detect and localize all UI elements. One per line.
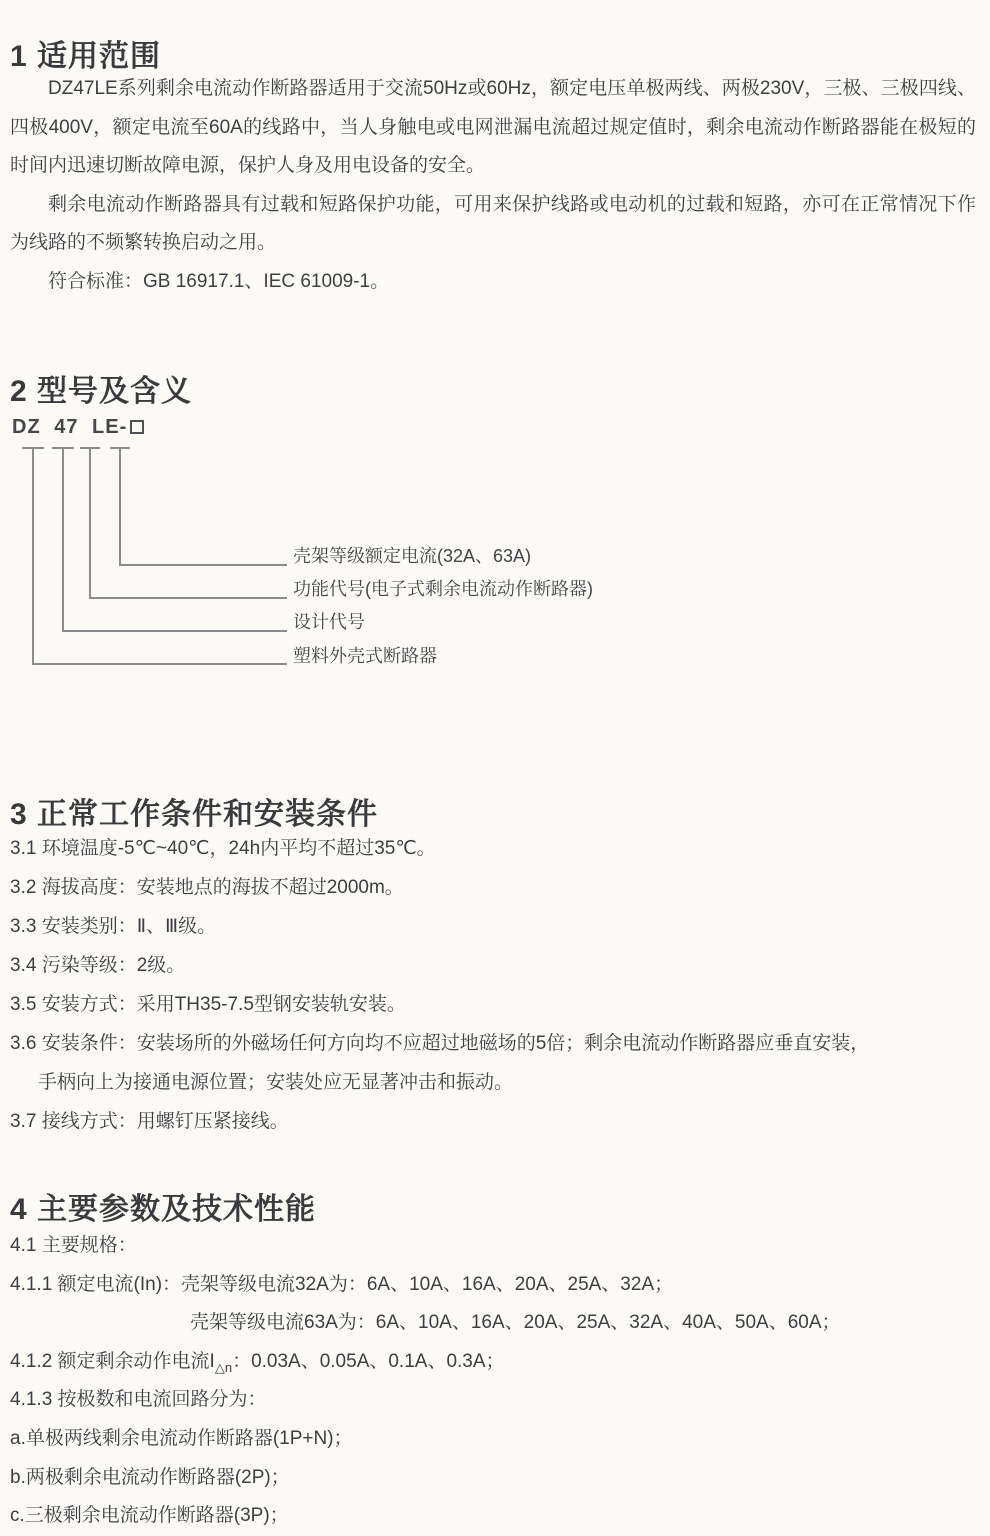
paragraph: 剩余电流动作断路器具有过载和短路保护功能，可用来保护线路或电动机的过载和短路，亦可在正常情况下作为线路的不频繁转换启动之用。 bbox=[10, 193, 976, 254]
spec-line-3-2: 3.2 海拔高度：安装地点的海拔不超过2000m。 bbox=[10, 877, 404, 898]
spec-line-3-7: 3.7 接线方式：用螺钉压紧接线。 bbox=[10, 1111, 289, 1132]
section-2-title: 2 型号及含义 bbox=[10, 374, 193, 408]
section-4-title: 4 主要参数及技术性能 bbox=[10, 1192, 317, 1226]
section-1-title: 1 适用范围 bbox=[10, 39, 162, 73]
diagram-label: 设计代号 bbox=[293, 612, 365, 632]
spec-line-4-1-2 bbox=[10, 1343, 986, 1382]
model-code-text: DZ 47 LE- bbox=[12, 416, 128, 438]
spec-line-4-1-2-prefix: 4.1.2 额定剩余动作电流I bbox=[10, 1350, 215, 1372]
diagram-connector bbox=[32, 663, 287, 665]
diagram-connector bbox=[119, 564, 287, 566]
section-4-list bbox=[10, 1227, 986, 1536]
model-placeholder-box-icon bbox=[130, 420, 144, 434]
spec-line-3-3: 3.3 安装类别：Ⅱ、Ⅲ级。 bbox=[10, 916, 217, 937]
spec-line-4-1-3: 4.1.3 按极数和电流回路分为： bbox=[10, 1389, 267, 1411]
section-1-body bbox=[10, 70, 976, 302]
spec-line-3-4: 3.4 污染等级：2级。 bbox=[10, 955, 186, 976]
spec-line-4-1-3-c: c.三极剩余电流动作断路器(3P)； bbox=[10, 1505, 289, 1527]
diagram-label: 塑料外壳式断路器 bbox=[293, 646, 437, 666]
spec-line-3-1: 3.1 环境温度-5℃~40℃，24h内平均不超过35℃。 bbox=[10, 838, 436, 859]
diagram-stem bbox=[119, 447, 121, 566]
diagram-label: 功能代号(电子式剩余电流动作断路器) bbox=[293, 579, 593, 599]
spec-line-4-1-3-a: a.单极两线剩余电流动作断路器(1P+N)； bbox=[10, 1427, 353, 1449]
diagram-connector bbox=[62, 630, 287, 632]
spec-line-4-1-1-continued: 壳架等级电流63A为：6A、10A、16A、20A、25A、32A、40A、50A、60A； bbox=[190, 1312, 841, 1334]
diagram-connector bbox=[89, 597, 287, 599]
spec-line-3-6: 3.6 安装条件：安装场所的外磁场任何方向均不应超过地磁场的5倍；剩余电流动作断路器应垂直安装， bbox=[10, 1033, 870, 1054]
spec-line-4-1: 4.1 主要规格： bbox=[10, 1235, 137, 1256]
paragraph: DZ47LE系列剩余电流动作断路器适用于交流50Hz或60Hz，额定电压单极两线、两极230V，三极、三极四线、四极400V，额定电流至60A的线路中，当人身触电或电网泄漏电流超过规定值时，剩余电流动作断路器能在极短的时间内迅速切断故障电源，保护人身及用电设备的安全。 bbox=[10, 78, 976, 177]
spec-line-3-5: 3.5 安装方式：采用TH35-7.5型钢安装轨安装。 bbox=[10, 994, 406, 1015]
model-code bbox=[12, 416, 144, 439]
paragraph: 符合标准：GB 16917.1、IEC 61009-1。 bbox=[48, 270, 390, 292]
section-3-title: 3 正常工作条件和安装条件 bbox=[10, 797, 379, 831]
diagram-label: 壳架等级额定电流(32A、63A) bbox=[293, 546, 532, 566]
spec-line-4-1-2-suffix: ：0.03A、0.05A、0.1A、0.3A； bbox=[232, 1350, 505, 1372]
section-3-list bbox=[10, 829, 986, 1141]
spec-line-3-6-continued: 手柄向上为接通电源位置；安装处应无显著冲击和振动。 bbox=[38, 1072, 514, 1093]
residual-current-subscript: △n bbox=[214, 1359, 233, 1375]
diagram-stem bbox=[32, 447, 34, 665]
diagram-stem bbox=[62, 447, 64, 632]
spec-line-4-1-3-b: b.两极剩余电流动作断路器(2P)； bbox=[10, 1466, 290, 1488]
diagram-stem bbox=[89, 447, 91, 599]
model-meaning-diagram bbox=[10, 414, 980, 699]
spec-line-4-1-1: 4.1.1 额定电流(In)：壳架等级电流32A为：6A、10A、16A、20A、25A、32A； bbox=[10, 1273, 674, 1295]
